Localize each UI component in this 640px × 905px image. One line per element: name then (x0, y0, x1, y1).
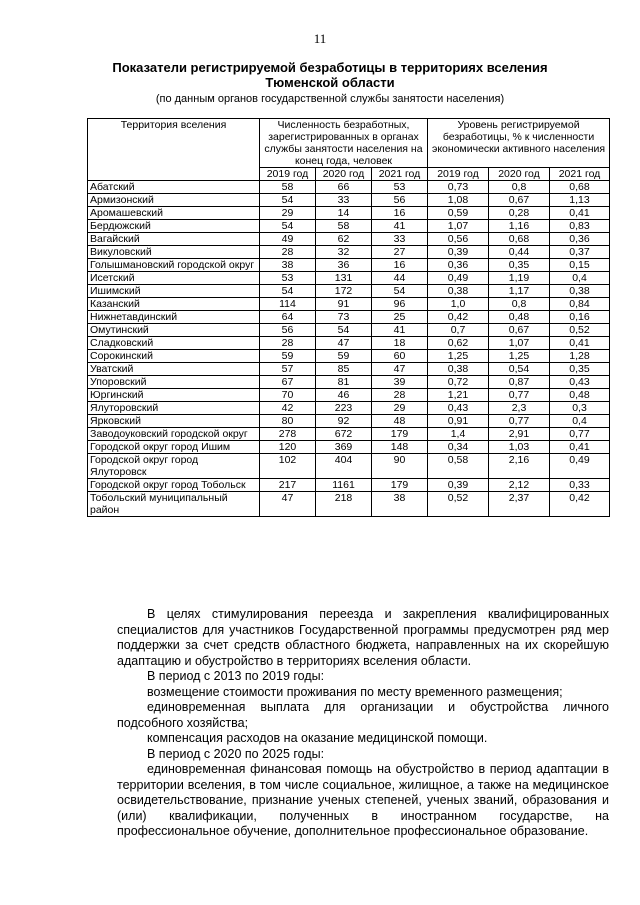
territory-name-cell: Исетский (88, 272, 260, 285)
value-cell: 0,59 (428, 207, 489, 220)
value-cell: 1,4 (428, 428, 489, 441)
value-cell: 0,67 (489, 324, 550, 337)
value-cell: 0,84 (550, 298, 610, 311)
table-row (88, 272, 610, 285)
territory-name-cell: Ярковский (88, 415, 260, 428)
value-cell: 41 (372, 324, 428, 337)
value-cell: 33 (372, 233, 428, 246)
table-row (88, 298, 610, 311)
table-row (88, 492, 610, 517)
value-cell: 1,0 (428, 298, 489, 311)
header-year: 2020 год (316, 168, 372, 181)
value-cell: 1,28 (550, 350, 610, 363)
value-cell: 179 (372, 428, 428, 441)
value-cell: 223 (316, 402, 372, 415)
table-row (88, 441, 610, 454)
value-cell: 369 (316, 441, 372, 454)
paragraph: В период с 2013 по 2019 годы: (147, 669, 325, 683)
value-cell: 47 (372, 363, 428, 376)
page-title: Показатели регистрируемой безработицы в территориях вселения Тюменской области (112, 60, 548, 90)
value-cell: 0,83 (550, 220, 610, 233)
territory-name-cell: Уватский (88, 363, 260, 376)
value-cell: 0,3 (550, 402, 610, 415)
value-cell: 25 (372, 311, 428, 324)
value-cell: 36 (316, 259, 372, 272)
territory-name-cell: Заводоуковский городской округ (88, 428, 260, 441)
table-row (88, 194, 610, 207)
value-cell: 1,17 (489, 285, 550, 298)
territory-name-cell: Городской округ город Тобольск (88, 479, 260, 492)
header-year: 2021 год (550, 168, 610, 181)
value-cell: 38 (260, 259, 316, 272)
body-text (117, 607, 609, 840)
value-cell: 0,91 (428, 415, 489, 428)
value-cell: 114 (260, 298, 316, 311)
value-cell: 1161 (316, 479, 372, 492)
territory-name-cell: Сорокинский (88, 350, 260, 363)
value-cell: 67 (260, 376, 316, 389)
value-cell: 54 (260, 285, 316, 298)
value-cell: 1,08 (428, 194, 489, 207)
header-count: Численность безработных, зарегистрированных в органах службы занятости населения на конец года, человек (260, 119, 428, 168)
value-cell: 0,67 (489, 194, 550, 207)
value-cell: 0,49 (550, 454, 610, 479)
value-cell: 0,38 (428, 285, 489, 298)
table-body (88, 181, 610, 517)
value-cell: 0,34 (428, 441, 489, 454)
value-cell: 0,8 (489, 181, 550, 194)
table-row (88, 363, 610, 376)
table-row (88, 415, 610, 428)
territory-name-cell: Абатский (88, 181, 260, 194)
territory-name-cell: Ишимский (88, 285, 260, 298)
value-cell: 47 (260, 492, 316, 517)
value-cell: 46 (316, 389, 372, 402)
value-cell: 172 (316, 285, 372, 298)
value-cell: 1,03 (489, 441, 550, 454)
value-cell: 28 (260, 337, 316, 350)
value-cell: 0,54 (489, 363, 550, 376)
value-cell: 0,49 (428, 272, 489, 285)
value-cell: 54 (316, 324, 372, 337)
table-row (88, 402, 610, 415)
header-year: 2019 год (428, 168, 489, 181)
value-cell: 0,43 (550, 376, 610, 389)
value-cell: 1,25 (428, 350, 489, 363)
value-cell: 218 (316, 492, 372, 517)
table-row (88, 479, 610, 492)
territory-name-cell: Армизонский (88, 194, 260, 207)
table-row (88, 324, 610, 337)
table-row (88, 181, 610, 194)
value-cell: 278 (260, 428, 316, 441)
value-cell: 0,56 (428, 233, 489, 246)
value-cell: 0,52 (550, 324, 610, 337)
page-subtitle: (по данным органов государственной службы занятости населения) (155, 93, 505, 105)
value-cell: 29 (260, 207, 316, 220)
value-cell: 58 (316, 220, 372, 233)
value-cell: 2,16 (489, 454, 550, 479)
value-cell: 0,52 (428, 492, 489, 517)
value-cell: 28 (260, 246, 316, 259)
value-cell: 0,38 (428, 363, 489, 376)
value-cell: 148 (372, 441, 428, 454)
value-cell: 0,62 (428, 337, 489, 350)
value-cell: 14 (316, 207, 372, 220)
value-cell: 0,35 (489, 259, 550, 272)
value-cell: 56 (260, 324, 316, 337)
value-cell: 28 (372, 389, 428, 402)
value-cell: 59 (316, 350, 372, 363)
territory-name-cell: Городской округ город Ишим (88, 441, 260, 454)
value-cell: 0,36 (428, 259, 489, 272)
value-cell: 0,41 (550, 441, 610, 454)
value-cell: 0,36 (550, 233, 610, 246)
value-cell: 0,48 (489, 311, 550, 324)
table-row (88, 220, 610, 233)
value-cell: 70 (260, 389, 316, 402)
value-cell: 0,48 (550, 389, 610, 402)
value-cell: 0,38 (550, 285, 610, 298)
table-row (88, 233, 610, 246)
table-row (88, 285, 610, 298)
paragraph: В целях стимулирования переезда и закрепления квалифицированных специалистов для участников Государственной программы предусмотрен ряд мер поддержки за счет средств областного бюджета, направленных на их скорейшую адаптацию и обустройство в территориях вселения области. (117, 607, 609, 668)
table-row (88, 389, 610, 402)
territory-name-cell: Городской округ город Ялуторовск (88, 454, 260, 479)
value-cell: 16 (372, 207, 428, 220)
value-cell: 0,15 (550, 259, 610, 272)
value-cell: 0,77 (550, 428, 610, 441)
value-cell: 2,37 (489, 492, 550, 517)
value-cell: 1,19 (489, 272, 550, 285)
value-cell: 672 (316, 428, 372, 441)
value-cell: 47 (316, 337, 372, 350)
list-item: компенсация расходов на оказание медицинской помощи. (147, 731, 488, 745)
value-cell: 92 (316, 415, 372, 428)
value-cell: 1,16 (489, 220, 550, 233)
value-cell: 0,68 (550, 181, 610, 194)
paragraph: В период с 2020 по 2025 годы: (147, 746, 325, 761)
value-cell: 0,77 (489, 415, 550, 428)
value-cell: 29 (372, 402, 428, 415)
value-cell: 217 (260, 479, 316, 492)
value-cell: 0,39 (428, 479, 489, 492)
table-row (88, 259, 610, 272)
value-cell: 49 (260, 233, 316, 246)
value-cell: 0,42 (550, 492, 610, 517)
value-cell: 66 (316, 181, 372, 194)
territory-name-cell: Бердюжский (88, 220, 260, 233)
territory-name-cell: Упоровский (88, 376, 260, 389)
header-territory: Территория вселения (88, 119, 260, 181)
value-cell: 38 (372, 492, 428, 517)
value-cell: 41 (372, 220, 428, 233)
value-cell: 404 (316, 454, 372, 479)
table-row (88, 428, 610, 441)
value-cell: 0,72 (428, 376, 489, 389)
value-cell: 57 (260, 363, 316, 376)
header-year: 2020 год (489, 168, 550, 181)
value-cell: 85 (316, 363, 372, 376)
value-cell: 1,25 (489, 350, 550, 363)
list-item: единовременная финансовая помощь на обустройство в период адаптации в территории вселения, в том числе социальное, жилищное, а также на медицинское освидетельствование, признание ученых степеней, ученых званий, образования и (или) квалификации, полученных в иностранном государстве, на профессиональное обучение, дополнительное профессиональное образование. (117, 762, 609, 838)
table-row (88, 311, 610, 324)
value-cell: 53 (372, 181, 428, 194)
table-row (88, 246, 610, 259)
value-cell: 0,8 (489, 298, 550, 311)
value-cell: 0,16 (550, 311, 610, 324)
value-cell: 90 (372, 454, 428, 479)
value-cell: 1,07 (489, 337, 550, 350)
value-cell: 0,73 (428, 181, 489, 194)
table-row (88, 337, 610, 350)
list-item: единовременная выплата для организации и обустройства личного подсобного хозяйства; (117, 700, 609, 730)
territory-name-cell: Омутинский (88, 324, 260, 337)
value-cell: 0,4 (550, 415, 610, 428)
header-year: 2021 год (372, 168, 428, 181)
value-cell: 33 (316, 194, 372, 207)
value-cell: 16 (372, 259, 428, 272)
value-cell: 91 (316, 298, 372, 311)
value-cell: 27 (372, 246, 428, 259)
value-cell: 0,68 (489, 233, 550, 246)
value-cell: 0,42 (428, 311, 489, 324)
value-cell: 0,28 (489, 207, 550, 220)
value-cell: 64 (260, 311, 316, 324)
territory-name-cell: Викуловский (88, 246, 260, 259)
value-cell: 0,33 (550, 479, 610, 492)
territory-name-cell: Ялуторовский (88, 402, 260, 415)
value-cell: 96 (372, 298, 428, 311)
value-cell: 59 (260, 350, 316, 363)
value-cell: 53 (260, 272, 316, 285)
unemployment-table (87, 118, 610, 517)
value-cell: 0,44 (489, 246, 550, 259)
value-cell: 54 (372, 285, 428, 298)
value-cell: 0,37 (550, 246, 610, 259)
value-cell: 18 (372, 337, 428, 350)
territory-name-cell: Тобольский муниципальный район (88, 492, 260, 517)
value-cell: 56 (372, 194, 428, 207)
value-cell: 0,35 (550, 363, 610, 376)
territory-name-cell: Юргинский (88, 389, 260, 402)
table-row (88, 350, 610, 363)
value-cell: 42 (260, 402, 316, 415)
value-cell: 2,91 (489, 428, 550, 441)
list-item: возмещение стоимости проживания по месту временного размещения; (147, 684, 563, 699)
header-year: 2019 год (260, 168, 316, 181)
value-cell: 0,41 (550, 207, 610, 220)
value-cell: 32 (316, 246, 372, 259)
table-row (88, 376, 610, 389)
value-cell: 179 (372, 479, 428, 492)
value-cell: 60 (372, 350, 428, 363)
value-cell: 0,41 (550, 337, 610, 350)
value-cell: 120 (260, 441, 316, 454)
value-cell: 48 (372, 415, 428, 428)
territory-name-cell: Аромашевский (88, 207, 260, 220)
value-cell: 0,77 (489, 389, 550, 402)
value-cell: 102 (260, 454, 316, 479)
header-rate: Уровень регистрируемой безработицы, % к численности экономически активного населения (428, 119, 610, 168)
value-cell: 54 (260, 220, 316, 233)
value-cell: 62 (316, 233, 372, 246)
territory-name-cell: Нижнетавдинский (88, 311, 260, 324)
page-number: 11 (313, 31, 327, 46)
value-cell: 0,39 (428, 246, 489, 259)
table-row (88, 454, 610, 479)
territory-name-cell: Голышмановский городской округ (88, 259, 260, 272)
value-cell: 131 (316, 272, 372, 285)
value-cell: 54 (260, 194, 316, 207)
value-cell: 0,7 (428, 324, 489, 337)
value-cell: 2,12 (489, 479, 550, 492)
value-cell: 1,13 (550, 194, 610, 207)
table-row (88, 207, 610, 220)
territory-name-cell: Казанский (88, 298, 260, 311)
value-cell: 39 (372, 376, 428, 389)
value-cell: 73 (316, 311, 372, 324)
value-cell: 1,07 (428, 220, 489, 233)
territory-name-cell: Вагайский (88, 233, 260, 246)
value-cell: 44 (372, 272, 428, 285)
value-cell: 58 (260, 181, 316, 194)
value-cell: 0,58 (428, 454, 489, 479)
value-cell: 2,3 (489, 402, 550, 415)
territory-name-cell: Сладковский (88, 337, 260, 350)
value-cell: 81 (316, 376, 372, 389)
value-cell: 80 (260, 415, 316, 428)
value-cell: 0,4 (550, 272, 610, 285)
value-cell: 0,43 (428, 402, 489, 415)
value-cell: 0,87 (489, 376, 550, 389)
value-cell: 1,21 (428, 389, 489, 402)
